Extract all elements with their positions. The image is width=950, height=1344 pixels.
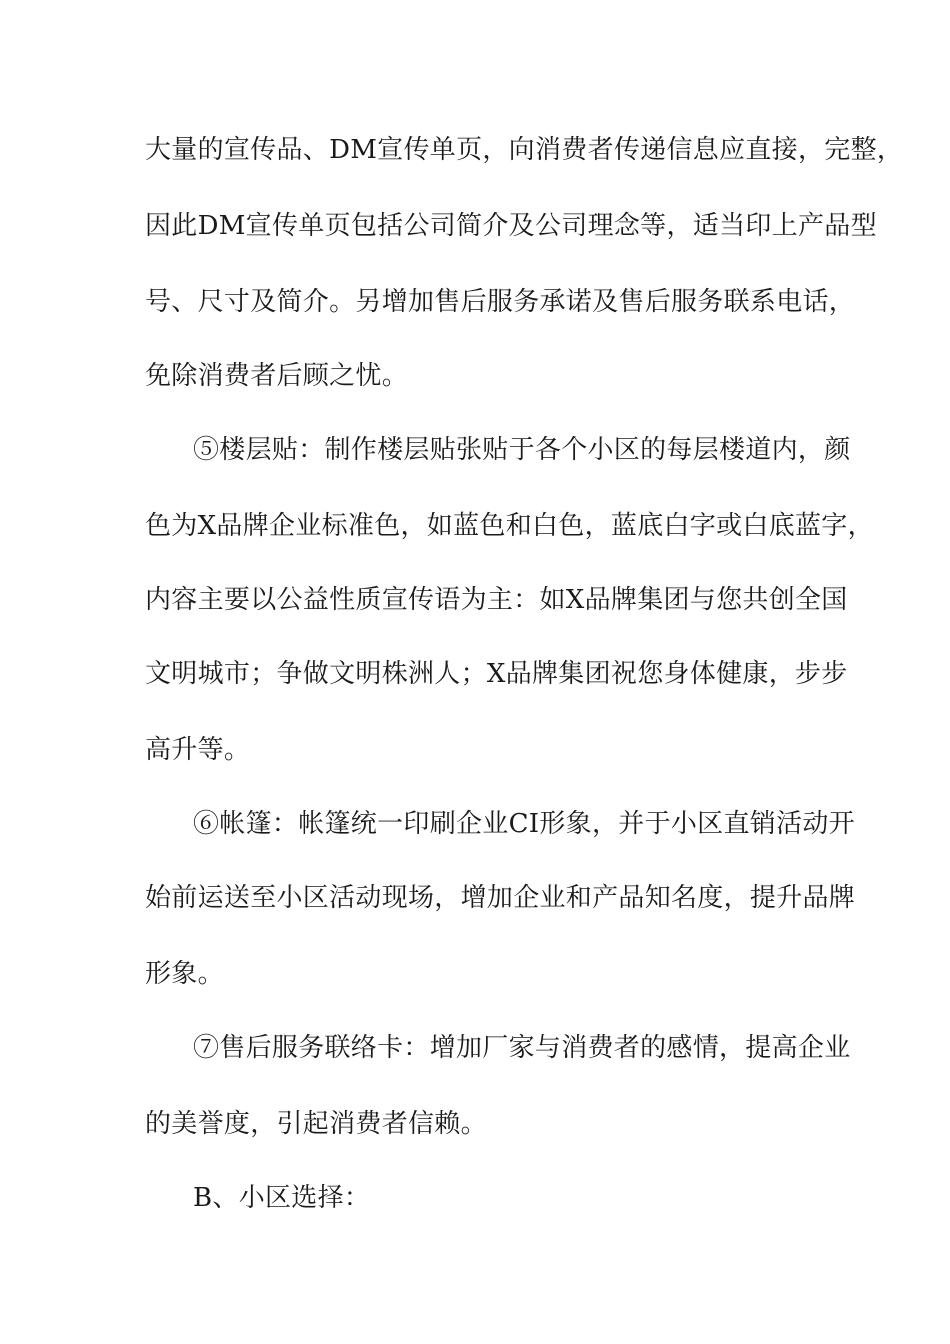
paragraph-4-line-2: 的美誉度，引起消费者信赖。: [145, 1109, 487, 1139]
paragraph-1-line-4: 免除消费者后顾之忧。: [145, 361, 409, 391]
paragraph-1-line-1: 大量的宣传品、DM宣传单页，向消费者传递信息应直接，完整，: [145, 135, 904, 165]
paragraph-2-line-1: ⑤楼层贴：制作楼层贴张贴于各个小区的每层楼道内，颜: [193, 435, 851, 465]
paragraph-4-line-1: ⑦售后服务联络卡：增加厂家与消费者的感情，提高企业: [193, 1033, 851, 1063]
paragraph-3-line-1: ⑥帐篷：帐篷统一印刷企业CI形象，并于小区直销活动开: [193, 809, 855, 839]
paragraph-2-line-5: 高升等。: [145, 735, 251, 765]
paragraph-2-line-2: 色为X品牌企业标准色，如蓝色和白色，蓝底白字或白底蓝字，: [145, 511, 874, 541]
paragraph-1-line-3: 号、尺寸及简介。另增加售后服务承诺及售后服务联系电话，: [145, 287, 856, 317]
paragraph-1-line-2: 因此DM宣传单页包括公司简介及公司理念等，适当印上产品型: [145, 211, 877, 241]
paragraph-2-line-4: 文明城市；争做文明株洲人；X品牌集团祝您身体健康，步步: [145, 659, 848, 689]
section-heading-b: B、小区选择：: [193, 1183, 371, 1213]
paragraph-3-line-2: 始前运送至小区活动现场，增加企业和产品知名度，提升品牌: [145, 883, 856, 913]
paragraph-2-line-3: 内容主要以公益性质宣传语为主：如X品牌集团与您共创全国: [145, 585, 848, 615]
paragraph-3-line-3: 形象。: [145, 959, 224, 989]
